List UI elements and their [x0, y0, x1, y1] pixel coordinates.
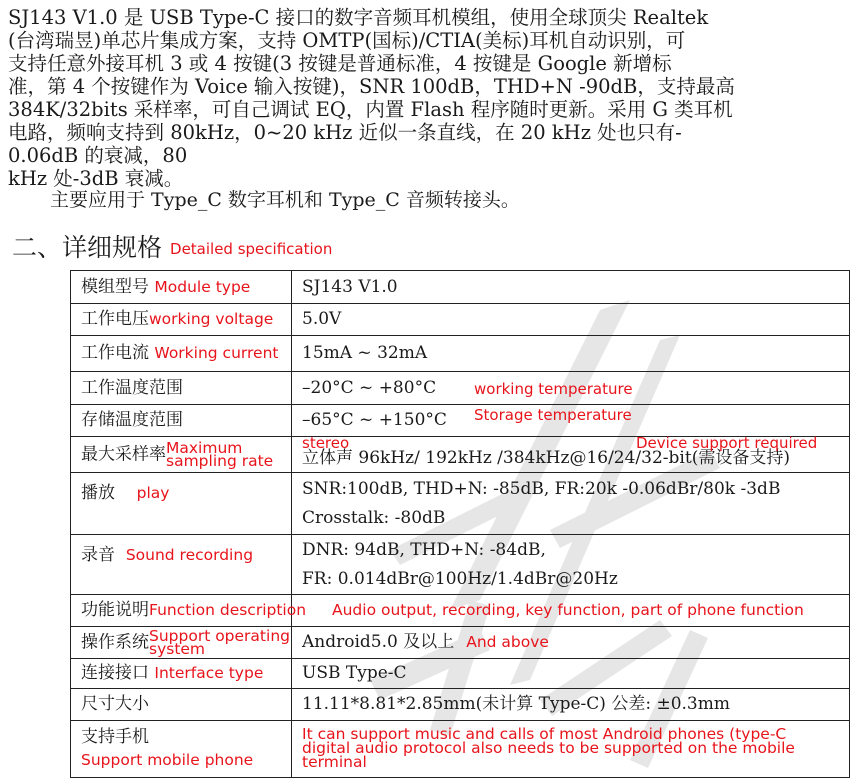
label-en: play [136, 484, 170, 502]
usage-sentence: 主要应用于 Type_C 数字耳机和 Type_C 音频转接头。 [50, 189, 520, 211]
section-title: 二、详细规格 [12, 233, 163, 262]
label-cn: 工作温度范围 [81, 377, 183, 398]
spec-row-interface [71, 659, 850, 689]
label-cell [71, 271, 292, 304]
value-en-block [302, 727, 849, 769]
label-cn: 工作电流 [81, 343, 149, 363]
value-cell [292, 689, 850, 721]
value-cell [292, 336, 850, 372]
spec-row-function [71, 595, 850, 627]
spec-row-sampling [71, 437, 850, 473]
value: 立体声 96kHz/ 192kHz /384kHz@16/24/32-bit(需设备支持) [302, 448, 790, 468]
label-cell [71, 721, 292, 778]
value-line: FR: 0.014dBr@100Hz/1.4dBr@20Hz [302, 568, 618, 589]
label-cell [71, 405, 292, 437]
value: –65°C ~ +150°C [302, 410, 447, 430]
label-cell [71, 304, 292, 336]
intro-line: SJ143 V1.0 是 USB Type-C 接口的数字音频耳机模组，使用全球顶尖 Realtek [8, 6, 709, 29]
label-cell [71, 437, 292, 473]
value-en-line: It can support music and calls of most Android phones (type-C [302, 725, 787, 743]
value-cell [292, 271, 850, 304]
spec-row-recording [71, 535, 850, 595]
intro-line: 384K/32bits 采样率，可自己调试 EQ，内置 Flash 程序随时更新。采用 G 类耳机 [8, 98, 733, 121]
label-cn: 录音 [81, 545, 115, 565]
value-line: DNR: 94dB, THD+N: -84dB, [302, 539, 546, 560]
label-cn: 操作系统 [81, 632, 149, 652]
label-en: Sound recording [125, 546, 254, 564]
intro-line: kHz 处-3dB 衰减。 [8, 167, 184, 190]
spec-row-current [71, 336, 850, 372]
intro-line: 准，第 4 个按键作为 Voice 输入按键)，SNR 100dB，THD+N -90dB，支持最高 [8, 75, 735, 98]
intro-line: 支持任意外接耳机 3 或 4 按键(3 按键是普通标准，4 按键是 Google 新增标 [8, 52, 672, 75]
label-en-line: Support operating [149, 626, 290, 645]
spec-row-playback [71, 473, 850, 535]
label-en: Support mobile phone [81, 751, 254, 769]
value: 5.0V [302, 309, 342, 329]
label-cn: 模组型号 [81, 276, 149, 297]
value-en: Device support required [636, 434, 818, 452]
value-cell [292, 627, 850, 659]
label-cell [71, 627, 292, 659]
label-en: Working current [154, 344, 279, 362]
spec-row-work-temp [71, 372, 850, 405]
label-en-stack [166, 438, 274, 470]
value-cell [292, 304, 850, 336]
spec-row-phones [71, 721, 850, 778]
spec-row-size [71, 689, 850, 721]
label-cn: 存储温度范围 [81, 410, 183, 430]
value-cell [292, 535, 850, 595]
value: 11.11*8.81*2.85mm(未计算 Type-C) 公差: ±0.3mm [302, 694, 730, 714]
section-heading [12, 232, 332, 267]
label-en-stack [149, 626, 290, 658]
value: –20°C ~ +80°C [302, 377, 437, 398]
label-en: Interface type [154, 664, 264, 682]
label-en-line: sampling rate [166, 451, 274, 470]
label-cn: 尺寸大小 [81, 694, 149, 714]
intro-paragraph [8, 6, 804, 190]
intro-line: 0.06dB 的衰减，80 [8, 144, 188, 167]
value-cell [292, 595, 850, 627]
label-cn: 支持手机 [81, 727, 149, 747]
value-en: And above [466, 633, 549, 651]
value-en: stereo [302, 434, 350, 452]
spec-row-voltage [71, 304, 850, 336]
value-en: Storage temperature [474, 406, 632, 424]
label-en-line: Maximum [166, 438, 243, 457]
label-cell [71, 595, 307, 627]
label-cell [71, 372, 292, 405]
value-cell [292, 434, 850, 473]
value-cell [292, 372, 850, 405]
value: SJ143 V1.0 [302, 276, 398, 297]
spec-row-storage-temp [71, 405, 850, 437]
label-en: Module type [154, 277, 251, 296]
label-cn: 功能说明 [81, 600, 149, 620]
spec-row-module [71, 271, 850, 304]
value-en: Audio output, recording, key function, part of phone function [332, 601, 804, 619]
label-cn: 工作电压 [81, 309, 149, 329]
value-line: Crosstalk: -80dB [302, 507, 446, 528]
label-cn: 播放 [81, 483, 115, 503]
value-cell [292, 659, 850, 689]
label-cell [71, 659, 292, 689]
value-cell [292, 405, 850, 437]
label-cell [71, 336, 292, 372]
label-cn: 最大采样率 [81, 444, 166, 464]
spec-table [70, 270, 850, 778]
value: 15mA ~ 32mA [302, 343, 428, 363]
value-en-line: terminal [302, 753, 367, 771]
value-line: SNR:100dB, THD+N: -85dB, FR:20k -0.06dBr/80k -3dB [302, 478, 781, 499]
label-en-line: system [149, 639, 206, 658]
value-en: working temperature [474, 380, 633, 398]
value-cell [292, 473, 850, 535]
label-cn: 连接接口 [81, 663, 149, 683]
value: Android5.0 及以上 [302, 632, 455, 652]
value-cell [292, 721, 850, 778]
label-cell [71, 535, 292, 595]
spec-row-os [71, 627, 850, 659]
label-cell [71, 689, 292, 721]
section-title-translation: Detailed specification [170, 240, 333, 258]
intro-line: (台湾瑞昱)单芯片集成方案，支持 OMTP(国标)/CTIA(美标)耳机自动识别，可 [8, 29, 686, 52]
label-en: Function description [149, 601, 307, 619]
value-en-line: digital audio protocol also needs to be supported on the mobile [302, 739, 795, 757]
value: USB Type-C [302, 663, 407, 683]
label-cell [71, 473, 292, 535]
label-en: working voltage [149, 310, 274, 328]
intro-line: 电路，频响支持到 80kHz，0~20 kHz 近似一条直线，在 20 kHz 处也只有- [8, 121, 682, 144]
